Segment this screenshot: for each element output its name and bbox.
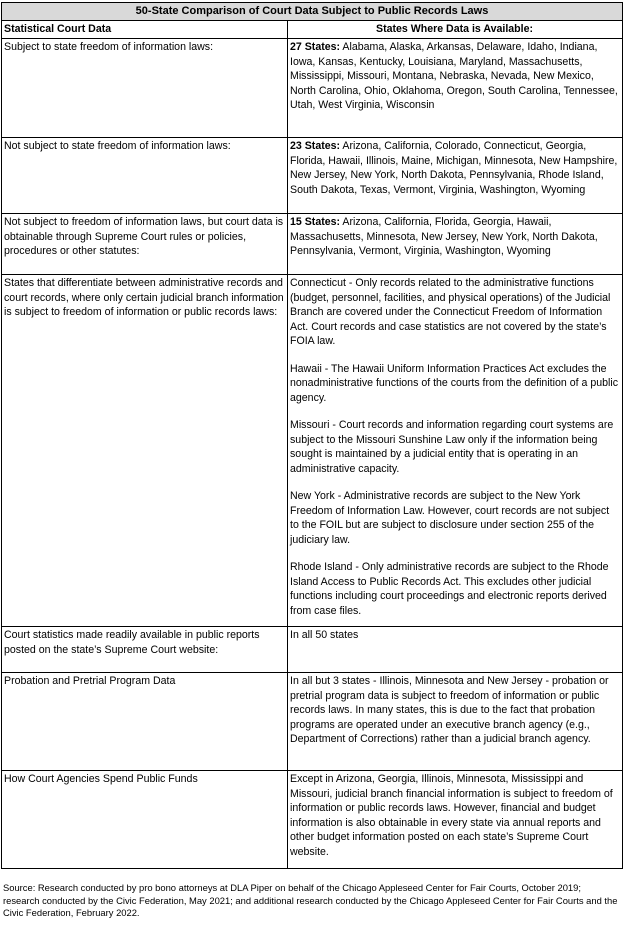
row-value: In all 50 states xyxy=(288,627,623,673)
row-label: Not subject to state freedom of information laws: xyxy=(2,138,288,214)
state-count: 27 States: xyxy=(290,41,341,53)
table-header-row xyxy=(2,20,623,39)
row-label: Subject to state freedom of information laws: xyxy=(2,39,288,138)
state-note-hawaii: Hawaii - The Hawaii Uniform Information Practices Act excludes the nonadministrative functions of the courts from the definition of a public agency. xyxy=(290,362,618,404)
state-count: 15 States: xyxy=(290,216,341,228)
row-label: Probation and Pretrial Program Data xyxy=(2,673,288,771)
state-list: Arizona, California, Florida, Georgia, Hawaii, Massachusetts, Minnesota, New Jersey, New York, North Dakota, Pennsylvania, Vermont, Virginia, Washington, Wyoming xyxy=(290,216,598,257)
row-label: How Court Agencies Spend Public Funds xyxy=(2,771,288,869)
table-title-row xyxy=(2,3,623,21)
table-title: 50-State Comparison of Court Data Subject to Public Records Laws xyxy=(2,3,623,21)
column-header-statistical-court-data: Statistical Court Data xyxy=(2,20,288,39)
state-note-new-york: New York - Administrative records are subject to the New York Freedom of Information Law. However, court records are not subject to the FOIL but are subject to disclosure under section 255 of the judiciary law. xyxy=(290,490,610,546)
table-row xyxy=(2,627,623,673)
state-list: Alabama, Alaska, Arkansas, Delaware, Idaho, Indiana, Iowa, Kansas, Kentucky, Louisiana, Maryland, Massachusetts, Mississippi, Missouri, Montana, Nebraska, Nevada, New Mexico, North Carolina, Ohio, Oklahoma, Oregon, South Carolina, Tennessee, Utah, West Virginia, Wisconsin xyxy=(290,41,618,111)
row-value xyxy=(288,214,623,275)
row-label: States that differentiate between administrative records and court records, where only certain judicial branch information is subject to freedom of information or public records laws: xyxy=(2,275,288,627)
row-value xyxy=(288,275,623,627)
row-value xyxy=(288,39,623,138)
state-note-missouri: Missouri - Court records and information regarding court systems are subject to the Missouri Sunshine Law only if the information being sought is maintained by a judicial entity that is operating in an administrative capacity. xyxy=(290,419,614,475)
table-row xyxy=(2,771,623,869)
row-value: In all but 3 states - Illinois, Minnesota and New Jersey - probation or pretrial program data is subject to freedom of information or public records laws. In many states, this is due to the fact that probation programs are operated under an executive branch agency (e.g., Department of Corrections) rather than a judicial branch agency. xyxy=(288,673,623,771)
row-label: Court statistics made readily available in public reports posted on the state’s Supreme Court website: xyxy=(2,627,288,673)
table-row xyxy=(2,138,623,214)
state-list: Arizona, California, Colorado, Connecticut, Georgia, Florida, Hawaii, Illinois, Maine, Michigan, Minnesota, New Hampshire, New Jersey, New York, North Dakota, Pennsylvania, Rhode Island, South Dakota, Texas, Vermont, Virginia, Washington, Wyoming xyxy=(290,140,618,196)
table-row xyxy=(2,275,623,627)
table-row xyxy=(2,673,623,771)
comparison-table xyxy=(1,2,623,869)
table-row xyxy=(2,39,623,138)
state-note-rhode-island: Rhode Island - Only administrative records are subject to the Rhode Island Access to Public Records Act. This excludes other judicial functions including court proceedings and electronic reports derived from case files. xyxy=(290,561,609,617)
state-note-connecticut: Connecticut - Only records related to the administrative functions (budget, personnel, facilities, and physical operations) of the Judicial Branch are covered under the Connecticut Freedom of Information Act. Court records and case statistics are not covered by the state’s FOIA law. xyxy=(290,277,611,347)
state-count: 23 States: xyxy=(290,140,341,152)
table-row xyxy=(2,214,623,275)
row-value: Except in Arizona, Georgia, Illinois, Minnesota, Mississippi and Missouri, judicial branch financial information is subject to freedom of information or public records laws. However, financial and budget information is also obtainable in every state via annual reports and other budget information posted on each state’s Supreme Court website. xyxy=(288,771,623,869)
column-header-states-available: States Where Data is Available: xyxy=(288,20,623,39)
row-value xyxy=(288,138,623,214)
source-note: Source: Research conducted by pro bono attorneys at DLA Piper on behalf of the Chicago Appleseed Center for Fair Courts, October 2019; research conducted by the Civic Federation, May 2021; and additional research conducted by the Chicago Appleseed Center for Fair Courts and the Civic Federation, February 2022. xyxy=(3,882,618,918)
row-label: Not subject to freedom of information laws, but court data is obtainable through Supreme Court rules or policies, procedures or other statutes: xyxy=(2,214,288,275)
